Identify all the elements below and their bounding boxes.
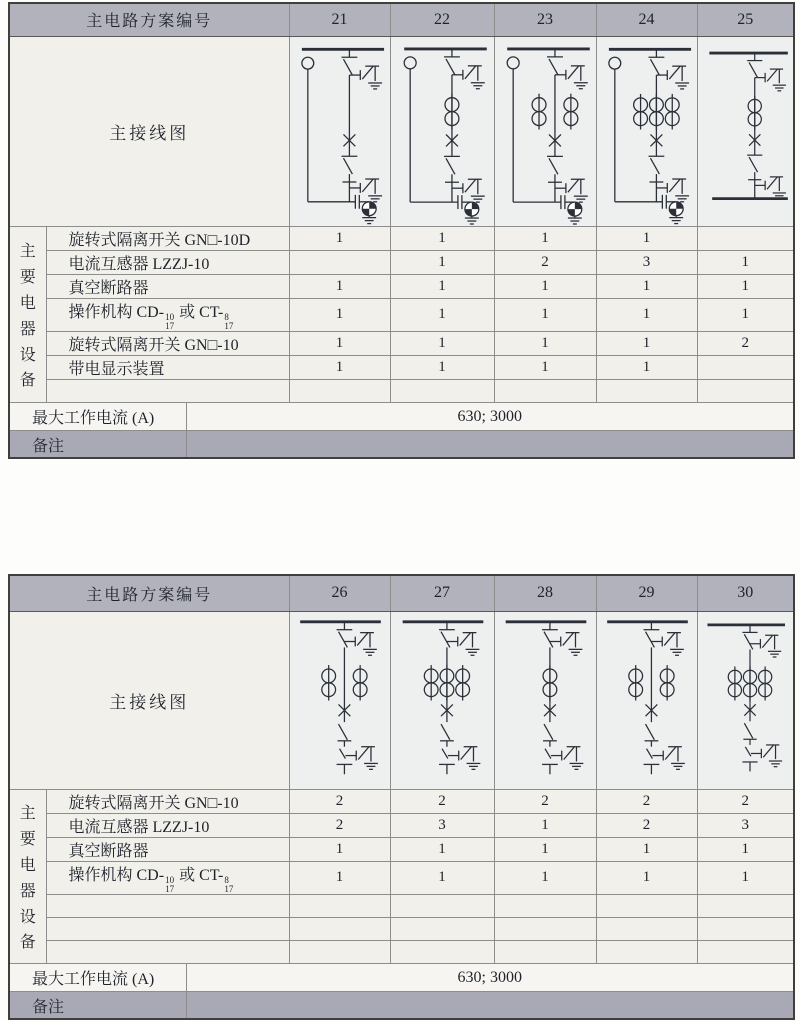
count-cell-scheme-26: 2 [289,813,390,837]
count-cell-scheme-24: 1 [596,298,697,332]
count-cell-scheme-29: 1 [596,861,697,895]
count-cell-scheme-28: 1 [494,861,596,895]
count-cell-scheme-30: 2 [697,789,794,813]
equipment-name: 电流互感器 LZZJ-10 [46,813,289,837]
count-cell-scheme-28 [494,941,596,964]
equipment-section-label [9,226,46,403]
count-cell-scheme-30 [697,941,794,964]
count-cell-scheme-24: 1 [596,332,697,356]
count-cell-scheme-21: 1 [289,332,390,356]
max-current-label: 最大工作电流 (A) [9,403,186,431]
count-cell-scheme-23: 1 [494,226,596,250]
equipment-section-vertical-text: 主 要 电 器 设 备 [19,243,36,390]
count-cell-scheme-24: 1 [596,356,697,380]
fraction: 10 17 [165,311,175,331]
count-cell-scheme-24: 1 [596,226,697,250]
equipment-section-label [9,789,46,964]
max-current-value: 630; 3000 [186,403,794,431]
max-current-row [9,964,794,992]
fraction: 8 17 [224,311,234,331]
remark-value [186,992,794,1019]
equipment-name [46,380,289,403]
single-line-diagram-21 [290,37,390,226]
single-line-diagram-29 [597,612,697,789]
count-cell-scheme-28: 2 [494,789,596,813]
count-cell-scheme-28: 1 [494,837,596,861]
count-cell-scheme-23 [494,380,596,403]
count-cell-scheme-29 [596,918,697,941]
diagram-row [9,36,794,226]
count-cell-scheme-24 [596,380,697,403]
count-cell-scheme-28: 1 [494,813,596,837]
main-wiring-diagram-cell-28 [494,611,596,789]
single-line-diagram-27 [391,612,494,789]
count-cell-scheme-29 [596,941,697,964]
equipment-row [9,380,794,403]
diagram-row [9,611,794,789]
count-cell-scheme-29: 2 [596,813,697,837]
count-cell-scheme-23: 1 [494,356,596,380]
scheme-number-30: 30 [697,575,794,611]
remark-value [186,431,794,458]
max-current-label: 最大工作电流 (A) [9,964,186,992]
count-cell-scheme-25 [697,380,794,403]
main-wiring-diagram-cell-27 [390,611,494,789]
count-cell-scheme-29: 2 [596,789,697,813]
scheme-number-27: 27 [390,575,494,611]
count-cell-scheme-25 [697,356,794,380]
scheme-number-25: 25 [697,3,794,36]
scheme-number-24: 24 [596,3,697,36]
main-wiring-diagram-cell-23 [494,36,596,226]
count-cell-scheme-23: 1 [494,332,596,356]
count-cell-scheme-24: 3 [596,250,697,274]
equipment-row [9,250,794,274]
equipment-name [46,918,289,941]
count-cell-scheme-30 [697,918,794,941]
count-cell-scheme-21: 1 [289,226,390,250]
count-cell-scheme-21: 1 [289,356,390,380]
count-cell-scheme-27 [390,941,494,964]
count-cell-scheme-29: 1 [596,837,697,861]
scheme-number-21: 21 [289,3,390,36]
count-cell-scheme-21 [289,380,390,403]
count-cell-scheme-22: 1 [390,298,494,332]
equipment-section-vertical-text: 主 要 电 器 设 备 [19,805,36,952]
main-wiring-diagram-cell-26 [289,611,390,789]
remark-row [9,992,794,1019]
count-cell-scheme-25: 1 [697,250,794,274]
scheme-number-26: 26 [289,575,390,611]
count-cell-scheme-28 [494,918,596,941]
count-cell-scheme-30: 3 [697,813,794,837]
equipment-row [9,298,794,332]
count-cell-scheme-27: 2 [390,789,494,813]
count-cell-scheme-26: 1 [289,861,390,895]
scheme-table-26-30 [8,574,795,1020]
count-cell-scheme-22: 1 [390,226,494,250]
main-wiring-diagram-cell-29 [596,611,697,789]
main-wiring-diagram-cell-21 [289,36,390,226]
count-cell-scheme-22 [390,380,494,403]
equipment-name [46,941,289,964]
equipment-row [9,789,794,813]
count-cell-scheme-27: 1 [390,837,494,861]
count-cell-scheme-23: 1 [494,274,596,298]
single-line-diagram-22 [391,37,494,226]
count-cell-scheme-23: 1 [494,298,596,332]
count-cell-scheme-26 [289,895,390,918]
count-cell-scheme-21: 1 [289,298,390,332]
equipment-name: 旋转式隔离开关 GN□-10D [46,226,289,250]
count-cell-scheme-22: 1 [390,332,494,356]
count-cell-scheme-25 [697,226,794,250]
main-wiring-diagram-cell-30 [697,611,794,789]
equipment-name: 电流互感器 LZZJ-10 [46,250,289,274]
count-cell-scheme-22: 1 [390,250,494,274]
equipment-name: 操作机构 CD- 10 17 或 CT- 8 17 [46,298,289,332]
equipment-row [9,274,794,298]
scheme-number-header-label: 主电路方案编号 [9,3,289,36]
equipment-row [9,941,794,964]
equipment-name [46,895,289,918]
count-cell-scheme-26 [289,918,390,941]
equipment-name: 真空断路器 [46,837,289,861]
count-cell-scheme-30: 1 [697,837,794,861]
remark-row [9,431,794,458]
count-cell-scheme-28 [494,895,596,918]
equipment-name: 真空断路器 [46,274,289,298]
diagram-row-label: 主接线图 [9,611,289,789]
scheme-number-22: 22 [390,3,494,36]
single-line-diagram-28 [495,612,596,789]
count-cell-scheme-25: 1 [697,274,794,298]
remark-label: 备注 [9,992,186,1019]
count-cell-scheme-27 [390,895,494,918]
count-cell-scheme-21 [289,250,390,274]
max-current-value: 630; 3000 [186,964,794,992]
main-wiring-diagram-cell-25 [697,36,794,226]
diagram-row-label: 主接线图 [9,36,289,226]
count-cell-scheme-30: 1 [697,861,794,895]
fraction: 10 17 [165,874,175,894]
single-line-diagram-25 [698,37,794,226]
count-cell-scheme-27 [390,918,494,941]
equipment-row [9,813,794,837]
equipment-row [9,226,794,250]
count-cell-scheme-22: 1 [390,356,494,380]
scheme-number-28: 28 [494,575,596,611]
equipment-row [9,332,794,356]
single-line-diagram-26 [290,612,390,789]
count-cell-scheme-27: 1 [390,861,494,895]
equipment-row [9,356,794,380]
single-line-diagram-24 [597,37,697,226]
count-cell-scheme-29 [596,895,697,918]
count-cell-scheme-21: 1 [289,274,390,298]
header-row [9,575,794,611]
equipment-name: 旋转式隔离开关 GN□-10 [46,332,289,356]
count-cell-scheme-25: 2 [697,332,794,356]
single-line-diagram-30 [698,612,794,789]
equipment-row [9,837,794,861]
equipment-name: 旋转式隔离开关 GN□-10 [46,789,289,813]
fraction: 8 17 [224,874,234,894]
equipment-row [9,861,794,895]
equipment-row [9,895,794,918]
equipment-row [9,918,794,941]
count-cell-scheme-23: 2 [494,250,596,274]
scheme-number-23: 23 [494,3,596,36]
main-wiring-diagram-cell-22 [390,36,494,226]
equipment-name: 操作机构 CD- 10 17 或 CT- 8 17 [46,861,289,895]
scheme-number-29: 29 [596,575,697,611]
count-cell-scheme-26 [289,941,390,964]
count-cell-scheme-24: 1 [596,274,697,298]
count-cell-scheme-30 [697,895,794,918]
count-cell-scheme-25: 1 [697,298,794,332]
count-cell-scheme-22: 1 [390,274,494,298]
count-cell-scheme-26: 2 [289,789,390,813]
scheme-number-header-label: 主电路方案编号 [9,575,289,611]
max-current-row [9,403,794,431]
main-wiring-diagram-cell-24 [596,36,697,226]
count-cell-scheme-27: 3 [390,813,494,837]
header-row [9,3,794,36]
scheme-table-21-25 [8,2,795,459]
count-cell-scheme-26: 1 [289,837,390,861]
equipment-name: 带电显示装置 [46,356,289,380]
single-line-diagram-23 [495,37,596,226]
remark-label: 备注 [9,431,186,458]
